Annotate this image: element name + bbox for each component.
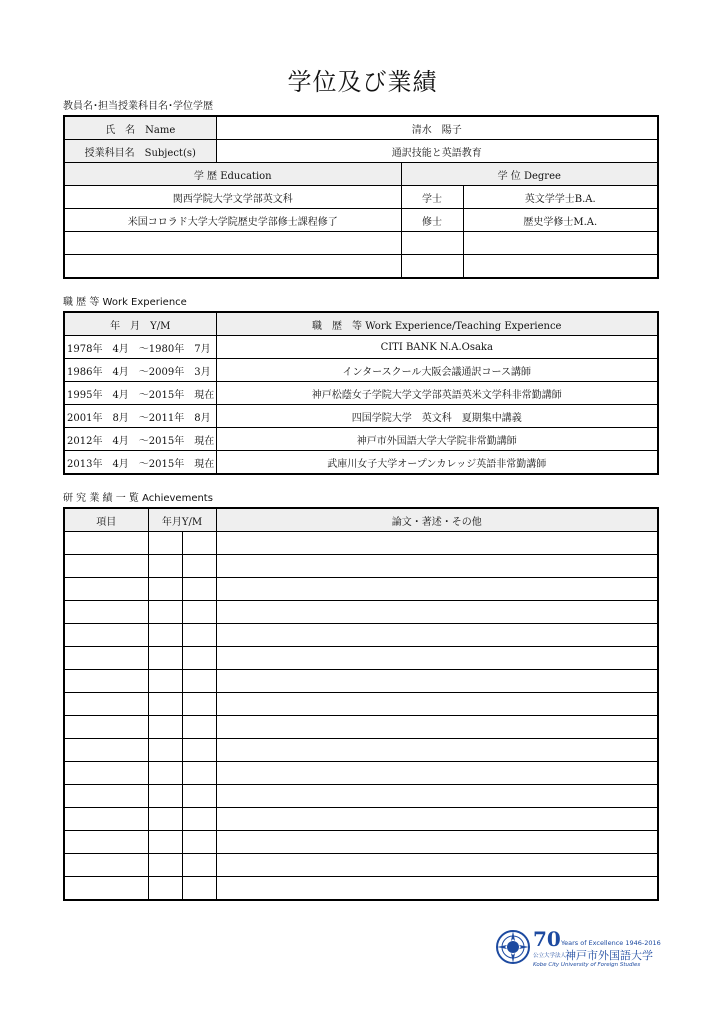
achievement-row bbox=[64, 555, 658, 578]
achievement-item-cell bbox=[64, 762, 148, 785]
achievement-row bbox=[64, 716, 658, 739]
work-period: 2013年 4月 ～2015年 現在 bbox=[64, 451, 216, 475]
achievement-row bbox=[64, 877, 658, 901]
education-school bbox=[64, 255, 401, 279]
achievement-detail-cell bbox=[216, 831, 658, 854]
education-row bbox=[64, 255, 658, 279]
subject-label: 授業科目名 Subject(s) bbox=[64, 140, 216, 163]
work-desc: インタースクール大阪会議通訳コース講師 bbox=[216, 359, 658, 382]
achievement-row bbox=[64, 831, 658, 854]
achievement-item-cell bbox=[64, 831, 148, 854]
achievement-year-cell bbox=[148, 716, 182, 739]
work-period: 2001年 8月 ～2011年 8月 bbox=[64, 405, 216, 428]
achievement-detail-cell bbox=[216, 808, 658, 831]
achievement-row bbox=[64, 670, 658, 693]
logo-anniversary-number: 70 bbox=[533, 927, 561, 951]
work-row bbox=[64, 451, 658, 475]
achievements-table bbox=[63, 507, 659, 901]
achievement-item-cell bbox=[64, 532, 148, 555]
degree-type: 学士 bbox=[401, 186, 463, 209]
work-desc: 神戸松蔭女子学院大学文学部英語英米文学科非常勤講師 bbox=[216, 382, 658, 405]
name-row bbox=[64, 116, 658, 140]
achievement-row bbox=[64, 693, 658, 716]
work-period: 1986年 4月 ～2009年 3月 bbox=[64, 359, 216, 382]
education-school: 関西学院大学文学部英文科 bbox=[64, 186, 401, 209]
achievement-detail-cell bbox=[216, 785, 658, 808]
name-label: 氏 名 Name bbox=[64, 116, 216, 140]
degree-header: 学 位 Degree bbox=[401, 163, 658, 186]
achievement-row bbox=[64, 739, 658, 762]
achievement-row bbox=[64, 785, 658, 808]
work-period: 1995年 4月 ～2015年 現在 bbox=[64, 382, 216, 405]
degree-detail: 英文学学士B.A. bbox=[463, 186, 658, 209]
work-exp-header: 職 歴 等 Work Experience/Teaching Experience bbox=[216, 312, 658, 336]
education-header-row bbox=[64, 163, 658, 186]
work-row bbox=[64, 382, 658, 405]
achievement-detail-cell bbox=[216, 854, 658, 877]
section-label-achievements: 研 究 業 績 一 覧 Achievements bbox=[63, 493, 213, 504]
degree-type bbox=[401, 255, 463, 279]
achievement-year-cell bbox=[148, 739, 182, 762]
subject-value: 通訳技能と英語教育 bbox=[216, 140, 658, 163]
achievement-month-cell bbox=[182, 624, 216, 647]
logo-name-jp: 神戸市外国語大学 bbox=[565, 949, 653, 962]
achievement-year-cell bbox=[148, 854, 182, 877]
achievement-month-cell bbox=[182, 877, 216, 901]
page-title: 学位及び業績 bbox=[287, 68, 438, 96]
achievement-detail-cell bbox=[216, 578, 658, 601]
university-emblem-icon bbox=[495, 929, 531, 965]
achievement-month-cell bbox=[182, 647, 216, 670]
achievement-item-cell bbox=[64, 785, 148, 808]
achievement-row bbox=[64, 854, 658, 877]
achievement-item-cell bbox=[64, 854, 148, 877]
achievement-year-cell bbox=[148, 831, 182, 854]
achievement-item-cell bbox=[64, 578, 148, 601]
work-desc: 武庫川女子大学オープンカレッジ英語非常勤講師 bbox=[216, 451, 658, 475]
achievement-month-cell bbox=[182, 762, 216, 785]
achievement-item-cell bbox=[64, 693, 148, 716]
achievement-month-cell bbox=[182, 854, 216, 877]
achievement-item-cell bbox=[64, 716, 148, 739]
logo-category: 公立大学法人 bbox=[533, 953, 567, 959]
achievement-papers-header: 論文・著述・その他 bbox=[216, 508, 658, 532]
achievement-detail-cell bbox=[216, 601, 658, 624]
section-label-profile: 教員名･担当授業科目名･学位学歴 bbox=[63, 101, 213, 112]
achievement-month-cell bbox=[182, 693, 216, 716]
achievement-ym-header: 年月Y/M bbox=[148, 508, 216, 532]
achievement-row bbox=[64, 578, 658, 601]
achievement-year-cell bbox=[148, 670, 182, 693]
achievement-month-cell bbox=[182, 739, 216, 762]
achievement-row bbox=[64, 532, 658, 555]
achievement-year-cell bbox=[148, 647, 182, 670]
logo-name-en: Kobe City University of Foreign Studies bbox=[533, 962, 641, 968]
achievement-detail-cell bbox=[216, 877, 658, 901]
achievement-month-cell bbox=[182, 670, 216, 693]
work-row bbox=[64, 359, 658, 382]
work-header-row bbox=[64, 312, 658, 336]
achievement-row bbox=[64, 808, 658, 831]
achievement-year-cell bbox=[148, 578, 182, 601]
education-header: 学 歴 Education bbox=[64, 163, 401, 186]
achievement-month-cell bbox=[182, 601, 216, 624]
achievement-item-cell bbox=[64, 670, 148, 693]
section-label-work: 職 歴 等 Work Experience bbox=[63, 297, 187, 308]
achievement-year-cell bbox=[148, 624, 182, 647]
achievement-detail-cell bbox=[216, 739, 658, 762]
achievement-year-cell bbox=[148, 693, 182, 716]
work-period: 2012年 4月 ～2015年 現在 bbox=[64, 428, 216, 451]
work-desc: CITI BANK N.A.Osaka bbox=[216, 336, 658, 359]
achievement-detail-cell bbox=[216, 532, 658, 555]
work-table bbox=[63, 311, 659, 475]
education-row bbox=[64, 186, 658, 209]
achievement-item-cell bbox=[64, 555, 148, 578]
degree-type bbox=[401, 232, 463, 255]
achievements-header-row bbox=[64, 508, 658, 532]
achievement-month-cell bbox=[182, 716, 216, 739]
achievement-month-cell bbox=[182, 578, 216, 601]
education-row bbox=[64, 209, 658, 232]
achievement-detail-cell bbox=[216, 762, 658, 785]
achievement-year-cell bbox=[148, 601, 182, 624]
achievement-item-cell bbox=[64, 624, 148, 647]
work-row bbox=[64, 336, 658, 359]
name-value: 清水 陽子 bbox=[216, 116, 658, 140]
degree-detail bbox=[463, 232, 658, 255]
work-desc: 神戸市外国語大学大学院非常勤講師 bbox=[216, 428, 658, 451]
achievement-month-cell bbox=[182, 532, 216, 555]
achievement-month-cell bbox=[182, 808, 216, 831]
achievement-month-cell bbox=[182, 555, 216, 578]
achievement-row bbox=[64, 647, 658, 670]
achievement-year-cell bbox=[148, 532, 182, 555]
education-school bbox=[64, 232, 401, 255]
education-row bbox=[64, 232, 658, 255]
work-ym-header: 年 月 Y/M bbox=[64, 312, 216, 336]
degree-detail: 歴史学修士M.A. bbox=[463, 209, 658, 232]
degree-detail bbox=[463, 255, 658, 279]
achievement-month-cell bbox=[182, 785, 216, 808]
achievement-row bbox=[64, 762, 658, 785]
education-school: 米国コロラド大学大学院歴史学部修士課程修了 bbox=[64, 209, 401, 232]
subject-row bbox=[64, 140, 658, 163]
achievement-month-cell bbox=[182, 831, 216, 854]
achievement-detail-cell bbox=[216, 670, 658, 693]
degree-type: 修士 bbox=[401, 209, 463, 232]
work-row bbox=[64, 428, 658, 451]
achievement-item-cell bbox=[64, 647, 148, 670]
achievement-year-cell bbox=[148, 555, 182, 578]
achievement-year-cell bbox=[148, 762, 182, 785]
achievement-year-cell bbox=[148, 785, 182, 808]
achievement-item-cell bbox=[64, 739, 148, 762]
achievement-detail-cell bbox=[216, 555, 658, 578]
logo-tagline: Years of Excellence 1946-2016 bbox=[561, 939, 661, 947]
achievement-item-cell bbox=[64, 877, 148, 901]
achievement-row bbox=[64, 601, 658, 624]
work-row bbox=[64, 405, 658, 428]
achievement-detail-cell bbox=[216, 647, 658, 670]
achievement-year-cell bbox=[148, 808, 182, 831]
achievement-item-header: 項目 bbox=[64, 508, 148, 532]
work-period: 1978年 4月 ～1980年 7月 bbox=[64, 336, 216, 359]
achievement-row bbox=[64, 624, 658, 647]
achievement-detail-cell bbox=[216, 716, 658, 739]
achievement-detail-cell bbox=[216, 693, 658, 716]
achievement-item-cell bbox=[64, 601, 148, 624]
profile-table bbox=[63, 115, 659, 279]
achievement-item-cell bbox=[64, 808, 148, 831]
achievement-year-cell bbox=[148, 877, 182, 901]
work-desc: 四国学院大学 英文科 夏期集中講義 bbox=[216, 405, 658, 428]
achievement-detail-cell bbox=[216, 624, 658, 647]
